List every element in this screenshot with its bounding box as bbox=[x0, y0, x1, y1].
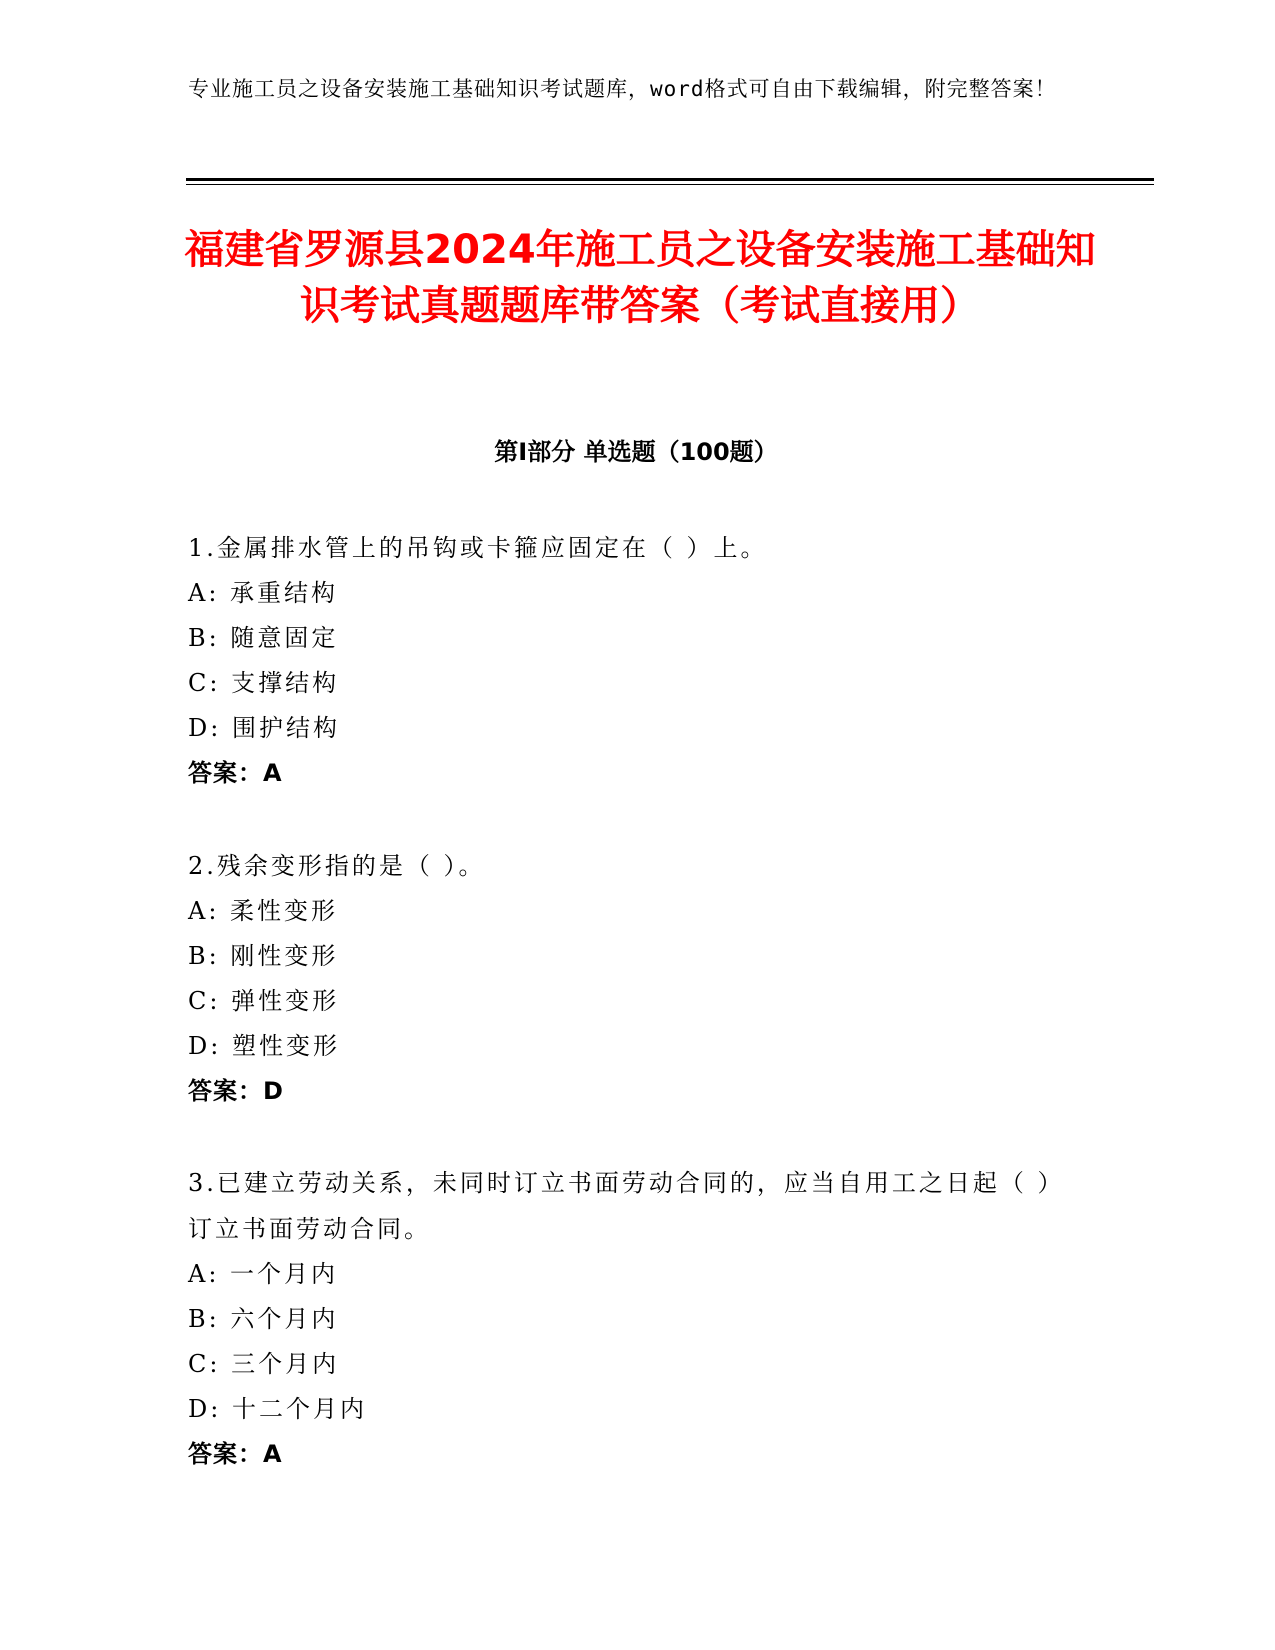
answer-line: 答案：A bbox=[188, 759, 283, 787]
option-a: A: 柔性变形 bbox=[188, 897, 339, 925]
option-a: A: 一个月内 bbox=[188, 1260, 339, 1288]
option-c: C: 弹性变形 bbox=[188, 987, 340, 1015]
option-b: B: 随意固定 bbox=[188, 624, 339, 652]
option-c: C: 三个月内 bbox=[188, 1350, 340, 1378]
question-3 bbox=[188, 1160, 1088, 1477]
answer-line: 答案：D bbox=[188, 1077, 284, 1105]
header-divider-thick bbox=[186, 178, 1154, 181]
document-title: 福建省罗源县2024年施工员之设备安装施工基础知识考试真题题库带答案（考试直接用） bbox=[184, 227, 1096, 329]
question-stem: 3.已建立劳动关系，未同时订立书面劳动合同的，应当自用工之日起（ ）订立书面劳动合同。 bbox=[188, 1169, 1065, 1243]
question-stem: 2.残余变形指的是（ ）。 bbox=[188, 852, 486, 880]
option-d: D: 十二个月内 bbox=[188, 1395, 367, 1423]
question-1 bbox=[188, 525, 1088, 796]
answer-line: 答案：A bbox=[188, 1440, 283, 1468]
question-stem: 1.金属排水管上的吊钩或卡箍应固定在（ ）上。 bbox=[188, 534, 768, 562]
section-heading: 第I部分 单选题（100题） bbox=[494, 438, 778, 466]
header-divider-thin bbox=[186, 184, 1154, 185]
option-b: B: 刚性变形 bbox=[188, 942, 339, 970]
option-c: C: 支撑结构 bbox=[188, 669, 340, 697]
option-d: D: 围护结构 bbox=[188, 714, 340, 742]
option-d: D: 塑性变形 bbox=[188, 1032, 340, 1060]
option-a: A: 承重结构 bbox=[188, 579, 339, 607]
question-2 bbox=[188, 843, 1088, 1114]
option-b: B: 六个月内 bbox=[188, 1305, 339, 1333]
header-note: 专业施工员之设备安装施工基础知识考试题库，word格式可自由下载编辑，附完整答案！ bbox=[188, 77, 1057, 101]
